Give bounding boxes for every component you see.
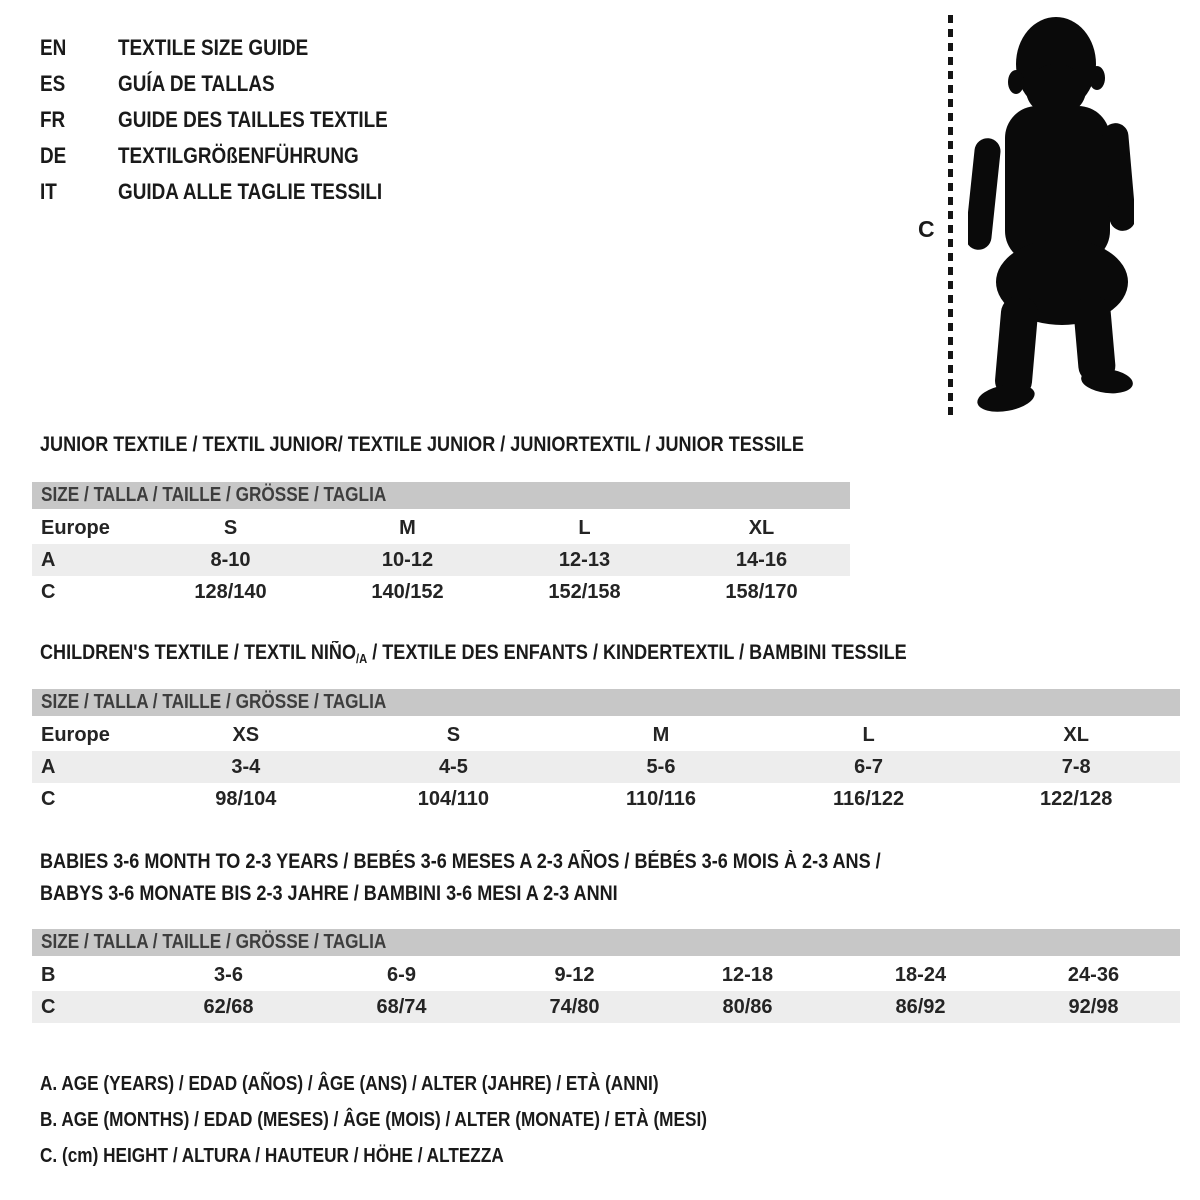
junior-row-height — [32, 576, 850, 608]
legend-line-a: A. AGE (YEARS) / EDAD (AÑOS) / ÂGE (ANS) / ALTER (JAHRE) / ETÀ (ANNI) — [40, 1073, 659, 1095]
language-code: DE — [40, 143, 67, 168]
babies-row-months — [32, 959, 1180, 991]
age-cell: 7-8 — [1061, 755, 1091, 778]
children-size-header-bar: SIZE / TALLA / TAILLE / GRÖSSE / TAGLIA — [32, 689, 1180, 716]
size-cell: L — [578, 516, 591, 539]
row-label: A — [41, 548, 56, 571]
children-size-table — [32, 719, 1180, 815]
children-row-europe — [32, 719, 1180, 751]
language-row-en — [40, 30, 432, 66]
row-label: Europe — [41, 516, 110, 539]
size-cell: M — [399, 516, 416, 539]
babies-size-header-bar: SIZE / TALLA / TAILLE / GRÖSSE / TAGLIA — [32, 929, 1180, 956]
size-cell: XL — [1063, 723, 1089, 746]
height-cell: 158/170 — [725, 580, 798, 603]
measurement-legend — [40, 1066, 816, 1174]
row-label: B — [41, 963, 56, 986]
size-cell: S — [223, 516, 238, 539]
age-cell: 8-10 — [210, 548, 251, 571]
height-cell: 98/104 — [215, 787, 277, 810]
height-cell: 86/92 — [895, 995, 946, 1018]
height-cell: 62/68 — [203, 995, 254, 1018]
height-cell: 128/140 — [194, 580, 267, 603]
height-cell: 68/74 — [376, 995, 427, 1018]
age-cell: 6-9 — [387, 963, 416, 986]
language-code: EN — [40, 35, 67, 60]
height-cell: 80/86 — [722, 995, 773, 1018]
size-cell: L — [862, 723, 875, 746]
language-code: ES — [40, 71, 66, 96]
row-label: C — [41, 787, 56, 810]
children-row-height — [32, 783, 1180, 815]
babies-section-title: BABIES 3-6 MONTH TO 2-3 YEARS / BEBÉS 3-6 MESES A 2-3 AÑOS / BÉBÉS 3-6 MOIS À 2-3 ANS / BABYS 3-6 MONATE BIS 2-3 JAHRE / BAMBINI 3-6 MESI A 2-3 ANNI — [40, 850, 881, 905]
age-cell: 14-16 — [735, 548, 788, 571]
row-label: C — [41, 995, 56, 1018]
height-cell: 152/158 — [548, 580, 621, 603]
row-label: C — [41, 580, 56, 603]
age-cell: 9-12 — [554, 963, 595, 986]
measure-c-label: C — [918, 216, 935, 242]
age-cell: 4-5 — [438, 755, 468, 778]
height-cell: 92/98 — [1068, 995, 1119, 1018]
legend-line-c: C. (cm) HEIGHT / ALTURA / HAUTEUR / HÖHE / ALTEZZA — [40, 1145, 504, 1167]
language-title: TEXTILE SIZE GUIDE — [118, 35, 309, 60]
language-row-fr — [40, 102, 432, 138]
size-cell: XS — [232, 723, 260, 746]
nino-a-subscript: /A — [356, 651, 368, 666]
legend-line-b: B. AGE (MONTHS) / EDAD (MESES) / ÂGE (MOIS) / ALTER (MONATE) / ETÀ (MESI) — [40, 1109, 707, 1131]
age-cell: 3-4 — [231, 755, 261, 778]
junior-section-title: JUNIOR TEXTILE / TEXTIL JUNIOR/ TEXTILE JUNIOR / JUNIORTEXTIL / JUNIOR TESSILE — [40, 433, 804, 456]
age-cell: 10-12 — [381, 548, 434, 571]
age-cell: 5-6 — [646, 755, 676, 778]
junior-row-age — [32, 544, 850, 576]
language-title-list — [40, 30, 432, 210]
junior-row-europe — [32, 512, 850, 544]
age-cell: 18-24 — [894, 963, 947, 986]
language-title: GUIDE DES TAILLES TEXTILE — [118, 107, 388, 132]
row-label: A — [41, 755, 56, 778]
babies-row-height — [32, 991, 1180, 1023]
row-label: Europe — [41, 723, 110, 746]
children-row-age — [32, 751, 1180, 783]
height-measure-figure — [900, 10, 1160, 422]
height-dashed-line — [948, 15, 953, 417]
height-cell: 74/80 — [549, 995, 600, 1018]
size-cell: M — [652, 723, 670, 746]
age-cell: 3-6 — [214, 963, 243, 986]
height-cell: 110/116 — [625, 787, 697, 810]
children-section-title: CHILDREN'S TEXTILE / TEXTIL $NIÑO_{/A}$ / TEXTILE DES ENFANTS / KINDERTEXTIL / BAMBINI TESSILE — [40, 641, 907, 666]
height-cell: 116/122 — [832, 787, 905, 810]
height-cell: 104/110 — [417, 787, 489, 810]
language-row-de — [40, 138, 432, 174]
age-cell: 12-13 — [558, 548, 611, 571]
age-cell: 12-18 — [721, 963, 774, 986]
language-title: TEXTILGRÖßENFÜHRUNG — [118, 143, 359, 168]
language-title: GUÍA DE TALLAS — [118, 71, 275, 96]
junior-size-header-bar: SIZE / TALLA / TAILLE / GRÖSSE / TAGLIA — [32, 482, 850, 509]
height-cell: 122/128 — [1040, 787, 1113, 810]
toddler-silhouette-icon — [968, 14, 1134, 414]
language-code: IT — [40, 179, 57, 204]
junior-size-table — [32, 512, 850, 608]
age-cell: 24-36 — [1067, 963, 1120, 986]
babies-size-table — [32, 959, 1180, 1023]
language-row-es — [40, 66, 432, 102]
size-cell: S — [446, 723, 461, 746]
size-cell: XL — [748, 516, 775, 539]
language-code: FR — [40, 107, 66, 132]
language-title: GUIDA ALLE TAGLIE TESSILI — [118, 179, 383, 204]
age-cell: 6-7 — [854, 755, 884, 778]
height-cell: 140/152 — [371, 580, 444, 603]
language-row-it — [40, 174, 432, 210]
